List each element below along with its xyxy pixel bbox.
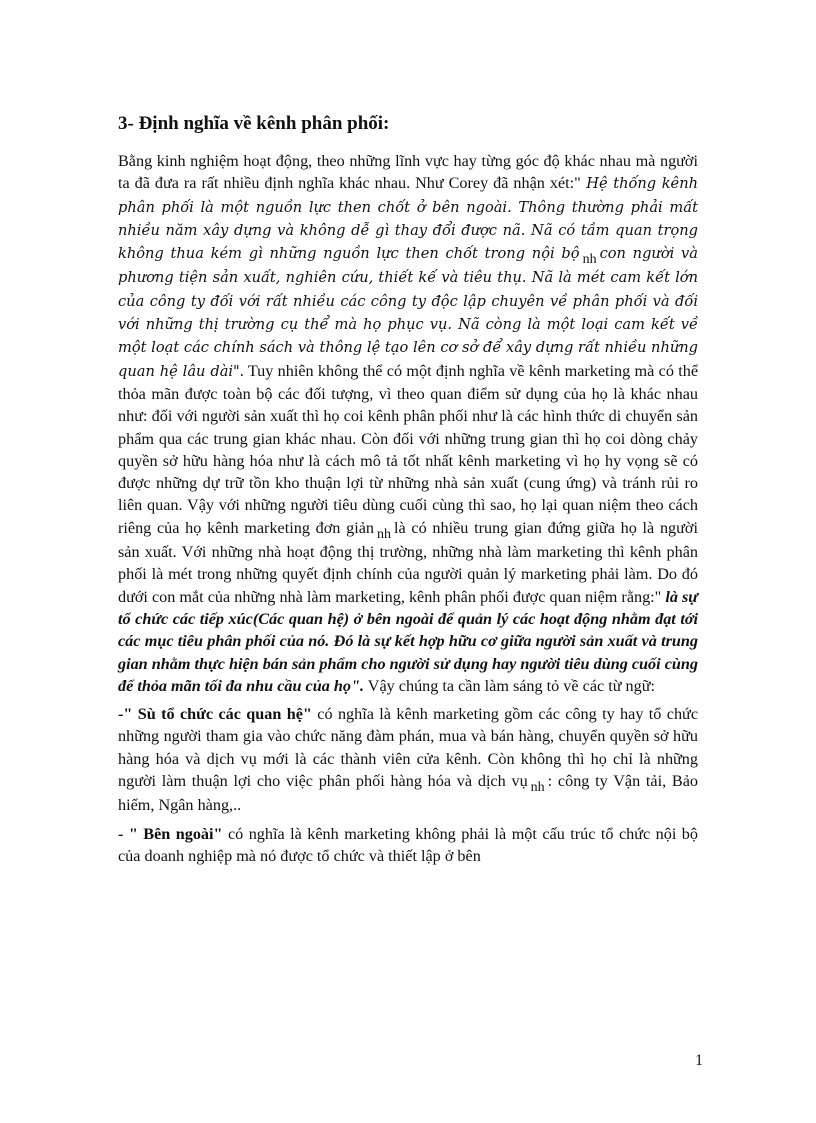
paragraph-relations xyxy=(118,703,698,816)
term-label: - " Bên ngoài" xyxy=(118,824,223,843)
paragraph-text: có nghĩa là kênh marketing gồm các công ty hay tổ chức những người tham gia vào chức năng đàm phán, mua và bán hàng, chuyển quyền sở hữu hàng hóa và dịch vụ mới là các thành viên cửa kênh. Còn không thì họ chỉ là những người làm thuận lợi cho việc phân phối hàng hóa và dịch vụ xyxy=(118,705,699,791)
paragraph-text: : công ty Vận tải, Bảo hiểm, Ngân hàng,.. xyxy=(118,772,698,815)
document-body xyxy=(118,112,698,873)
subscript-nh: nh xyxy=(582,252,597,268)
paragraph-definition xyxy=(118,150,698,697)
corey-quote-cont: con người và phương tiện sản xuất, nghiên cứu, thiết kế và tiêu thụ. Nã là mét cam kết lớn của công ty đối với rất nhiều các công ty độc lập chuyên về phân phối và đối với những thị trường cụ thể mà họ phục vụ. Nã còng là một loại cam kết về một loạt các chính sách và thông lệ tạo lên cơ sở để xây dựng rất nhiều những quan hệ lâu dài" xyxy=(118,245,698,380)
paragraph-text: . Tuy nhiên không thể có một định nghĩa về kênh marketing mà có thể thỏa mãn được toàn bộ các đối tượng, vì theo quan điểm sử dụng của họ là khác nhau như: đối với người sản xuất thì họ coi kênh phân phối như là các hình thức di chuyển sản phẩm qua các trung gian khác nhau. Còn đối với những trung gian thì họ coi dòng chảy quyền sở hữu hàng hóa như là cách mô tả tốt nhất kênh marketing vì họ hy vọng sẽ có được những dự trữ tồn kho thuận lợi từ những nhà sản xuất (cung ứng) và tránh rủi ro liên quan. Vậy với những người tiêu dùng cuối cùng thì sao, họ lại quan niệm theo cách riêng của họ kênh marketing đơn giản xyxy=(118,361,699,537)
paragraph-external xyxy=(118,823,698,868)
paragraph-text: Vậy chúng ta cần làm sáng tỏ về các từ ngữ: xyxy=(364,676,656,695)
paragraph-text: là có nhiều trung gian đứng giữa họ là người sản xuất. Với những nhà hoạt động thị trường, những nhà làm marketing thì kênh phân phối là mét trong những quyết định chính của người quản lý marketing phải làm. Do đó dưới con mắt của những nhà làm marketing, kênh phân phối được quan niệm rằng:" xyxy=(118,518,698,606)
definition-quote: là sự tổ chức các tiếp xúc(Các quan hệ) ở bên ngoài để quản lý các hoạt động nhằm đạt tới các mục tiêu phân phối của nó. Đó là sự kết hợp hữu cơ giữa người sản xuất và trung gian nhằm thực hiện bán sản phẩm cho người sử dụng hay người tiêu dùng cuối cùng để thỏa mãn tối đa nhu cầu của họ". xyxy=(118,587,698,695)
page-number: 1 xyxy=(695,1052,703,1069)
paragraph-text: có nghĩa là kênh marketing không phải là một cấu trúc tổ chức nội bộ của doanh nghiệp mà nó được tổ chức và thiết lập ở bên xyxy=(118,824,698,865)
term-label: -" Sù tổ chức các quan hệ" xyxy=(118,705,312,724)
paragraph-text: Bằng kinh nghiệm hoạt động, theo những lĩnh vực hay từng góc độ khác nhau mà người ta đã đưa ra rất nhiều định nghĩa khác nhau. Như Corey đã nhận xét:" xyxy=(118,152,698,193)
subscript-nh: nh xyxy=(530,780,545,796)
corey-quote: Hệ thống kênh phân phối là một nguồn lực then chốt ở bên ngoài. Thông thường phải mất nhiều năm xây dựng và không dễ gì thay đổi được nã. Nã có tầm quan trọng không thua kém gì những nguồn lực then chốt trong nội bộ xyxy=(118,175,698,263)
subscript-nh: nh xyxy=(376,526,391,542)
section-heading: 3- Định nghĩa về kênh phân phối: xyxy=(118,113,390,134)
